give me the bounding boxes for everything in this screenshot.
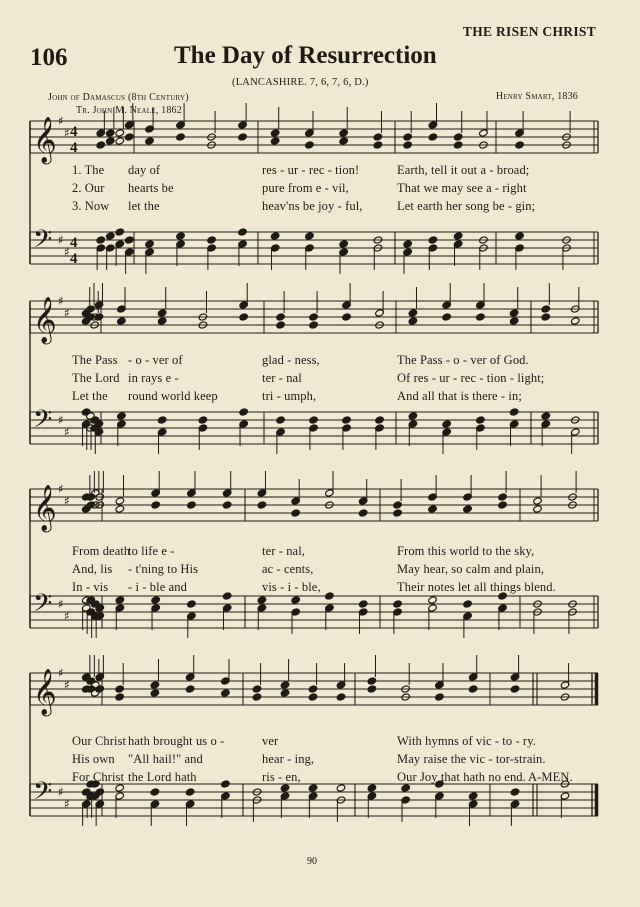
note-head [428, 133, 438, 141]
note-head [339, 240, 349, 248]
author-credit: John of Damascus (8th Century) [48, 92, 189, 103]
note-head [498, 493, 508, 501]
lyric-segment: With hymns of vic - to - ry. [397, 734, 536, 748]
lyric-segment: The Lord [72, 371, 120, 385]
note-head [221, 689, 231, 697]
lyric-segment: ter - nal, [262, 544, 305, 558]
time-signature: 4 [70, 124, 78, 140]
key-sharp-icon: ♯ [58, 482, 64, 496]
note-head [151, 596, 161, 604]
note-head [157, 416, 167, 424]
lyric-line [0, 199, 640, 215]
note-head [280, 681, 290, 689]
note-head [95, 685, 105, 693]
treble-staff [0, 287, 640, 343]
treble-clef-icon: 𝄞 [33, 297, 57, 343]
lyric-segment: In - vis [72, 580, 109, 594]
translator-credit: Tr. John M. Neale, 1862 [76, 105, 182, 116]
note-head [358, 600, 368, 608]
treble-clef-icon: 𝄞 [33, 117, 57, 163]
bass-clef-icon: 𝄢 [33, 777, 53, 812]
lyric-segment: 1. The [72, 163, 105, 177]
lyric-segment: And all that is there - in; [397, 389, 522, 403]
note-head [222, 501, 232, 509]
lyric-segment: glad - ness, [262, 353, 320, 367]
treble-staff [0, 475, 640, 531]
note-head [86, 305, 96, 313]
note-head [309, 416, 319, 424]
lyric-segment: Let earth her song be - gin; [397, 199, 536, 213]
lyric-segment: Our Christ [72, 734, 127, 748]
lyric-segment: the Lord hath [128, 770, 197, 784]
key-sharp-icon: ♯ [58, 114, 64, 128]
note-head [124, 236, 134, 244]
lyric-segment: Let the [72, 389, 108, 403]
note-head [453, 141, 463, 149]
note-head [358, 509, 368, 517]
note-head [238, 228, 248, 236]
note-head [270, 232, 280, 240]
lyric-segment: - o - ver of [128, 353, 183, 367]
note-head [453, 133, 463, 141]
note-head [375, 416, 385, 424]
note-head [115, 693, 125, 701]
lyric-line [0, 181, 640, 197]
lyric-segment: May raise the vic - tor-strain. [397, 752, 546, 766]
note-head [157, 317, 167, 325]
note-head [105, 137, 115, 145]
note-head [81, 408, 91, 416]
note-head [403, 133, 413, 141]
hymn-title: The Day of Resurrection [174, 42, 437, 69]
note-head [115, 137, 125, 145]
note-head [541, 313, 551, 321]
note-head [309, 321, 319, 329]
note-head [185, 788, 195, 796]
note-head [257, 596, 267, 604]
lyric-line [0, 353, 640, 369]
lyric-segment: hath brought us o - [128, 734, 225, 748]
note-head [305, 141, 315, 149]
key-sharp-icon: ♯ [64, 609, 70, 623]
note-head [510, 788, 520, 796]
lyric-segment: For Christ [72, 770, 125, 784]
note-head [498, 501, 508, 509]
bass-clef-icon: 𝄢 [33, 589, 53, 624]
note-head [342, 313, 352, 321]
note-head [308, 685, 318, 693]
note-head [187, 600, 197, 608]
lyric-line [0, 580, 640, 596]
note-head [276, 321, 286, 329]
lyric-segment: heav'ns be joy - ful, [262, 199, 363, 213]
note-head [270, 129, 280, 137]
note-head [207, 236, 217, 244]
note-head [239, 408, 249, 416]
key-sharp-icon: ♯ [64, 797, 70, 811]
lyric-segment: ac - cents, [262, 562, 314, 576]
note-head [291, 596, 301, 604]
note-head [96, 141, 106, 149]
note-head [276, 313, 286, 321]
lyric-segment: ver [262, 734, 279, 748]
section-title: THE RISEN CHRIST [462, 24, 596, 39]
note-head [509, 408, 519, 416]
note-head [403, 141, 413, 149]
note-head [115, 497, 125, 505]
lyric-segment: "All hail!" and [128, 752, 203, 766]
note-head [342, 416, 352, 424]
note-head [308, 693, 318, 701]
note-head [373, 133, 383, 141]
lyric-segment: 3. Now [72, 199, 110, 213]
note-head [393, 501, 403, 509]
note-head [393, 509, 403, 517]
note-head [145, 137, 155, 145]
lyric-segment: That we may see a - right [397, 181, 527, 195]
lyric-segment: round world keep [128, 389, 218, 403]
note-head [463, 505, 473, 513]
key-sharp-icon: ♯ [58, 294, 64, 308]
lyric-segment: Of res - ur - rec - tion - light; [397, 371, 545, 385]
note-head [510, 685, 520, 693]
note-head [115, 685, 125, 693]
treble-clef-icon: 𝄞 [33, 669, 57, 715]
lyric-segment: The Pass [72, 353, 118, 367]
note-head [468, 685, 478, 693]
lyric-line [0, 544, 640, 560]
note-head [252, 693, 262, 701]
composer-credit: Henry Smart, 1836 [495, 91, 578, 102]
note-head [309, 313, 319, 321]
amen-text: A-MEN. [528, 770, 573, 784]
lyric-segment: From this world to the sky, [397, 544, 535, 558]
note-head [533, 497, 543, 505]
note-head [115, 228, 125, 236]
key-sharp-icon: ♯ [64, 425, 70, 439]
hymn-number: 106 [30, 44, 68, 71]
lyric-segment: May hear, so calm and plain, [397, 562, 545, 576]
note-head [238, 133, 248, 141]
bass-staff [0, 218, 640, 274]
note-head [291, 509, 301, 517]
tune-name: (LANCASHIRE. 7, 6, 7, 6, D.) [232, 77, 369, 88]
treble-staff [0, 107, 640, 163]
note-head [252, 685, 262, 693]
note-head [150, 689, 160, 697]
lyric-segment: - i - ble and [128, 580, 187, 594]
note-head [515, 232, 525, 240]
note-head [541, 305, 551, 313]
time-signature: 4 [70, 251, 78, 267]
note-head [509, 317, 519, 325]
note-head [176, 232, 186, 240]
note-head [408, 309, 418, 317]
key-sharp-icon: ♯ [58, 666, 64, 680]
lyric-segment: let the [128, 199, 160, 213]
key-sharp-icon: ♯ [58, 413, 64, 427]
note-head [145, 240, 155, 248]
note-head [276, 416, 286, 424]
note-head [428, 505, 438, 513]
note-head [198, 416, 208, 424]
note-head [428, 596, 438, 604]
lyric-line [0, 770, 640, 786]
note-head [115, 596, 125, 604]
lyric-line [0, 163, 640, 179]
treble-clef-icon: 𝄞 [33, 485, 57, 531]
lyric-segment: Earth, tell it out a - broad; [397, 163, 530, 177]
lyric-segment: hear - ing, [262, 752, 315, 766]
note-head [117, 412, 127, 420]
note-head [336, 693, 346, 701]
key-sharp-icon: ♯ [58, 597, 64, 611]
note-head [187, 501, 197, 509]
lyric-line [0, 389, 640, 405]
lyric-segment: in rays e - [128, 371, 179, 385]
lyric-segment: Their notes let all things blend. [397, 580, 556, 594]
key-sharp-icon: ♯ [64, 245, 70, 259]
note-head [393, 600, 403, 608]
lyric-segment: His own [72, 752, 115, 766]
lyric-line [0, 371, 640, 387]
note-head [476, 313, 486, 321]
key-sharp-icon: ♯ [64, 126, 70, 140]
note-head [150, 681, 160, 689]
lyric-segment: hearts be [128, 181, 174, 195]
lyric-line [0, 562, 640, 578]
note-head [468, 792, 478, 800]
note-head [95, 788, 105, 796]
key-sharp-icon: ♯ [64, 306, 70, 320]
note-head [476, 416, 486, 424]
note-head [442, 420, 452, 428]
note-head [157, 309, 167, 317]
note-head [305, 232, 315, 240]
key-sharp-icon: ♯ [64, 678, 70, 692]
note-head [339, 137, 349, 145]
lyric-segment: The Pass - o - ver of God. [397, 353, 529, 367]
note-head [117, 317, 127, 325]
note-head [515, 141, 525, 149]
lyric-segment: Our Joy that hath no end. [397, 770, 526, 784]
note-head [105, 129, 115, 137]
note-head [339, 129, 349, 137]
key-sharp-icon: ♯ [58, 233, 64, 247]
lyric-segment: 2. Our [72, 181, 105, 195]
note-head [533, 505, 543, 513]
note-head [509, 309, 519, 317]
bass-clef-icon: 𝄢 [33, 405, 53, 440]
lyric-segment: to life e - [128, 544, 175, 558]
note-head [367, 677, 377, 685]
note-head [239, 313, 249, 321]
bass-clef-icon: 𝄢 [33, 225, 53, 260]
note-head [570, 317, 580, 325]
note-head [176, 133, 186, 141]
lyric-line [0, 734, 640, 750]
lyric-line [0, 752, 640, 768]
lyric-segment: From death [72, 544, 131, 558]
note-head [185, 685, 195, 693]
note-head [115, 129, 125, 137]
lyric-segment: tri - umph, [262, 389, 317, 403]
note-head [270, 137, 280, 145]
note-head [150, 788, 160, 796]
note-head [408, 317, 418, 325]
note-head [96, 236, 106, 244]
note-head [463, 600, 473, 608]
lyric-segment: vis - i - ble, [262, 580, 321, 594]
note-head [367, 685, 377, 693]
lyric-segment: And, lis [72, 562, 113, 576]
note-head [280, 689, 290, 697]
bass-staff [0, 398, 640, 454]
note-head [115, 505, 125, 513]
time-signature: 4 [70, 140, 78, 156]
note-head [403, 240, 413, 248]
note-head [442, 313, 452, 321]
time-signature: 4 [70, 235, 78, 251]
note-head [428, 236, 438, 244]
treble-staff [0, 659, 640, 715]
key-sharp-icon: ♯ [58, 785, 64, 799]
lyric-segment: day of [128, 163, 161, 177]
lyric-segment: ter - nal [262, 371, 302, 385]
lyric-segment: res - ur - rec - tion! [262, 163, 360, 177]
lyric-segment: pure from e - vil, [262, 181, 349, 195]
lyric-segment: ris - en, [262, 770, 301, 784]
lyric-segment: - t'ning to His [128, 562, 199, 576]
note-head [151, 501, 161, 509]
note-head [408, 412, 418, 420]
note-head [105, 232, 115, 240]
note-head [124, 133, 134, 141]
note-head [541, 412, 551, 420]
key-sharp-icon: ♯ [64, 494, 70, 508]
note-head [453, 232, 463, 240]
note-head [257, 501, 267, 509]
note-head [435, 693, 445, 701]
note-head [373, 141, 383, 149]
page-number: 90 [307, 856, 317, 867]
